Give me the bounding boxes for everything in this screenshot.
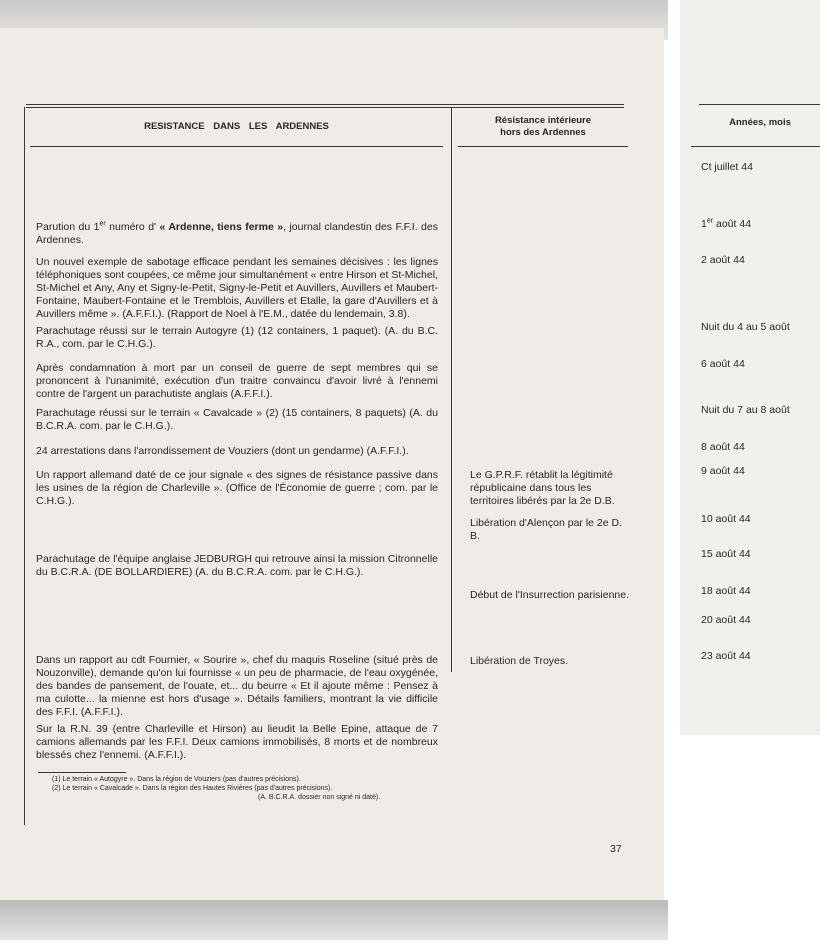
- date-4: Nuit du 4 au 5 août: [701, 321, 790, 333]
- entry-7: Un rapport allemand daté de ce jour signale « des signes de résistance passive dans les usines de la région de Charleville ». (Office de l'Économie de guerre ; com. par le C.H.G.).: [36, 469, 438, 507]
- date-3: 2 août 44: [701, 254, 745, 266]
- entry-1-text-a: Parution du 1: [36, 221, 100, 233]
- date-col-header-rule: [691, 146, 820, 147]
- date-2: [701, 218, 751, 231]
- date-col-top-rule: [699, 104, 820, 105]
- table-top-rule: [26, 104, 624, 105]
- book-page: [0, 28, 664, 906]
- entry-1-text-c: , journal clandestin des F.F.I. des Ardennes.: [36, 221, 438, 246]
- date-8: 9 août 44: [701, 465, 745, 477]
- mid-entry-4: Libération de Troyes.: [470, 655, 569, 667]
- entry-5: Parachutage réussi sur le terrain « Cavalcade » (2) (15 containers, 8 paquets) (A. du B.C.R.A. com. par le C.H.G.).: [36, 407, 438, 432]
- entry-4: Après condamnation à mort par un conseil de guerre de sept membres qui se prononcent à l'unanimité, exécution d'un traitre convaincu d'avoir livré à l'ennemi contre de l'argent un parachutiste anglais (A.F.F.I.).: [36, 362, 438, 400]
- mid-entry-1: Le G.P.R.F. rétablit la légitimité républicaine dans tous les territoires libérés par la 2e D.B.: [470, 469, 615, 507]
- scan-bottom-shadow: [0, 900, 668, 940]
- header-rule-mid: [458, 146, 628, 147]
- table-top-rule-double: [26, 107, 624, 108]
- date-9: 10 août 44: [701, 513, 751, 525]
- date-13: 23 août 44: [701, 650, 751, 662]
- date-2-sup: er: [706, 217, 714, 225]
- date-11: 18 août 44: [701, 585, 751, 597]
- header-date-column: Années, mois: [729, 117, 791, 128]
- entry-1-journal-title: « Ardenne, tiens ferme »: [159, 221, 284, 233]
- footnote-1: (1) Le terrain « Autogyre ». Dans la région de Vouziers (pas d'autres précisions).: [52, 776, 301, 783]
- entry-10: Sur la R.N. 39 (entre Charleville et Hirson) au lieudit la Belle Epine, attaque de 7 camions allemands par les F.F.I. Deux camions immobilisés, 8 morts et de nombreux blessés chez l'ennemi. (A.F.F.I.).: [36, 723, 438, 761]
- date-1: Ct juillet 44: [701, 161, 753, 173]
- entry-2: Un nouvel exemple de sabotage efficace pendant les semaines décisives : les lignes téléphoniques sont coupées, ce même jour simultanément « entre Hirson et St-Michel, St-Michel et Any, Any et Signy-le-Petit, Signy-le-Petit et Auvillers, Auvillers et Maubert-Fontaine, Maubert-Fontaine et le Tremblois, Auvillers et Etalle, la gare d'Auvillers et à Auvillers même ». (A.F.F.I.). (Rapport de Noel à l'E.M., datée du lendemain, 3.8).: [36, 256, 438, 320]
- footnote-rule: [38, 772, 126, 773]
- header-rule-main: [30, 146, 443, 147]
- date-2-a: 1: [701, 218, 707, 230]
- date-5: 6 août 44: [701, 358, 745, 370]
- column-divider: [451, 107, 452, 672]
- date-10: 15 août 44: [701, 548, 751, 560]
- entry-3: Parachutage réussi sur le terrain Autogyre (1) (12 containers, 1 paquet). (A. du B.C. R.A., com. par le C.H.G.).: [36, 325, 438, 350]
- left-margin-rule: [24, 107, 25, 825]
- mid-entry-2: Libération d'Alençon par le 2e D. B.: [470, 517, 623, 542]
- header-mid-line1: Résistance intérieure: [494, 115, 592, 126]
- entry-6: 24 arrestations dans l'arrondissement de Vouziers (dont un gendarme) (A.F.F.I.).: [36, 445, 409, 457]
- entry-1-text-b: numéro d': [105, 221, 160, 233]
- page-number: 37: [610, 843, 622, 855]
- entry-8: Parachutage de l'équipe anglaise JEDBURGH qui retrouve ainsi la mission Citronnelle du B.C.R.A. (DE BOLLARDIERE) (A. du B.C.R.A. com. par le C.H.G.).: [36, 553, 438, 578]
- date-2-b: août 44: [713, 218, 752, 230]
- header-main-column: RESISTANCE DANS LES ARDENNES: [144, 121, 329, 132]
- mid-entry-3: Début de l'Insurrection parisienne.: [470, 589, 630, 601]
- header-mid-line2: hors des Ardennes: [500, 127, 586, 138]
- entry-1: [36, 221, 438, 247]
- footnote-2: (2) Le terrain « Cavalcade ». Dans la région des Hautes Rivières (pas d'autres précisions).: [52, 785, 333, 792]
- date-12: 20 août 44: [701, 614, 751, 626]
- footnote-3: (A. B.C.R.A. dossier non signé ni daté).: [258, 794, 381, 801]
- entry-9: Dans un rapport au cdt Fournier, « Sourire », chef du maquis Roseline (situé près de Nouzonville), demande qu'on lui fournisse « un peu de pharmacie, de l'eau oxygénée, des bandes de pansement, de l'ouate, et... du beurre « Et il ajoute même : Pensez à ma culotte... la mienne est hors d'usage ». Détails familiers, montrant la vie difficile des F.F.I. (A.F.F.I.).: [36, 654, 438, 718]
- entry-1-sup: er: [99, 220, 106, 228]
- date-6: Nuit du 7 au 8 août: [701, 404, 790, 416]
- header-mid-column: [458, 115, 628, 139]
- date-7: 8 août 44: [701, 441, 745, 453]
